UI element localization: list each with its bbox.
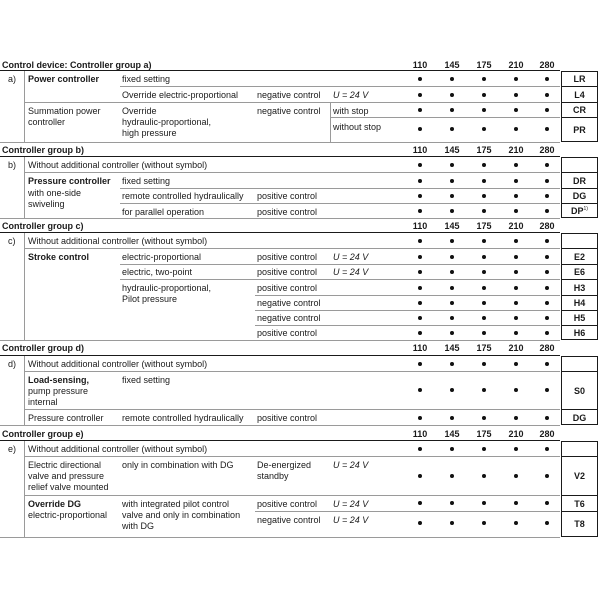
order-code-lr: LR xyxy=(573,74,586,84)
size-210-header: 210 xyxy=(508,221,524,231)
divider xyxy=(24,371,560,372)
available-dot-280 xyxy=(545,77,549,81)
divider xyxy=(561,117,598,118)
available-dot-210 xyxy=(514,474,518,478)
order-code-h4: H4 xyxy=(573,298,586,308)
available-dot-280 xyxy=(545,239,549,243)
available-dot-210 xyxy=(514,179,518,183)
hydraulic-proportional-label: hydraulic-proportional, xyxy=(122,283,212,293)
divider xyxy=(561,295,598,296)
positive-control-label: positive control xyxy=(257,252,318,262)
divider xyxy=(561,409,598,410)
negative-control-label: negative control xyxy=(257,298,321,308)
available-dot-175 xyxy=(482,301,486,305)
group-letter: e) xyxy=(8,444,17,454)
available-dot-145 xyxy=(450,286,454,290)
available-dot-280 xyxy=(545,331,549,335)
positive-control-label: positive control xyxy=(257,267,318,277)
combination-dg-label: only in combination with DG xyxy=(122,460,234,470)
group-d-header: Controller group d) xyxy=(2,343,84,353)
size-175-header: 175 xyxy=(476,343,492,353)
size-280-header: 280 xyxy=(539,221,555,231)
voltage-label: U = 24 V xyxy=(333,90,369,100)
voltage-label: U = 24 V xyxy=(333,267,369,277)
divider xyxy=(120,203,560,204)
group-letter: a) xyxy=(8,74,17,84)
available-dot-210 xyxy=(514,108,518,112)
available-dot-280 xyxy=(545,163,549,167)
divider xyxy=(24,356,25,425)
standby-label: standby xyxy=(257,471,289,481)
available-dot-175 xyxy=(482,108,486,112)
divider xyxy=(0,70,560,71)
available-dot-145 xyxy=(450,270,454,274)
available-dot-145 xyxy=(450,127,454,131)
available-dot-280 xyxy=(545,93,549,97)
available-dot-210 xyxy=(514,255,518,259)
pump-pressure-label: pump pressure xyxy=(28,386,89,396)
divider xyxy=(561,495,598,496)
size-210-header: 210 xyxy=(508,145,524,155)
parallel-operation-label: for parallel operation xyxy=(122,207,205,217)
available-dot-175 xyxy=(482,93,486,97)
positive-control-label: positive control xyxy=(257,283,318,293)
available-dot-280 xyxy=(545,255,549,259)
order-code-dp: DP$^{1)}$ xyxy=(571,206,588,216)
available-dot-110 xyxy=(418,77,422,81)
available-dot-145 xyxy=(450,77,454,81)
group-e-header: Controller group e) xyxy=(2,429,84,439)
available-dot-175 xyxy=(482,239,486,243)
available-dot-175 xyxy=(482,447,486,451)
available-dot-110 xyxy=(418,316,422,320)
available-dot-110 xyxy=(418,209,422,213)
fixed-setting-label: fixed setting xyxy=(122,176,171,186)
available-dot-210 xyxy=(514,521,518,525)
available-dot-110 xyxy=(418,501,422,505)
available-dot-210 xyxy=(514,77,518,81)
available-dot-145 xyxy=(450,388,454,392)
size-110-header: 110 xyxy=(412,221,428,231)
without-controller-label: Without additional controller (without symbol) xyxy=(28,444,208,454)
without-controller-label: Without additional controller (without symbol) xyxy=(28,359,208,369)
available-dot-280 xyxy=(545,474,549,478)
divider xyxy=(24,157,25,218)
available-dot-145 xyxy=(450,416,454,420)
positive-control-label: positive control xyxy=(257,499,318,509)
divider xyxy=(561,172,598,173)
divider xyxy=(24,172,560,173)
override-ep-label: Override electric-proportional xyxy=(122,90,239,100)
divider xyxy=(561,511,598,512)
group-b-header: Controller group b) xyxy=(2,145,84,155)
negative-control-label: negative control xyxy=(257,515,321,525)
available-dot-280 xyxy=(545,127,549,131)
divider xyxy=(0,425,560,426)
available-dot-145 xyxy=(450,163,454,167)
divider xyxy=(561,264,598,265)
directional-valve-label-2: valve and pressure xyxy=(28,471,105,481)
divider xyxy=(561,248,598,249)
available-dot-145 xyxy=(450,521,454,525)
available-dot-280 xyxy=(545,179,549,183)
available-dot-210 xyxy=(514,331,518,335)
divider xyxy=(24,248,560,249)
negative-control-label: negative control xyxy=(257,313,321,323)
without-controller-label: Without additional controller (without symbol) xyxy=(28,160,208,170)
divider xyxy=(120,86,560,87)
available-dot-145 xyxy=(450,209,454,213)
available-dot-210 xyxy=(514,301,518,305)
divider xyxy=(561,371,598,372)
size-110-header: 110 xyxy=(412,343,428,353)
positive-control-label: positive control xyxy=(257,328,318,338)
available-dot-280 xyxy=(545,447,549,451)
load-sensing-label: Load-sensing, xyxy=(28,375,90,385)
remote-hydraulic-label: remote controlled hydraulically xyxy=(122,413,244,423)
size-145-header: 145 xyxy=(444,429,460,439)
available-dot-210 xyxy=(514,209,518,213)
order-code-h3: H3 xyxy=(573,283,586,293)
available-dot-110 xyxy=(418,331,422,335)
size-175-header: 175 xyxy=(476,221,492,231)
available-dot-145 xyxy=(450,93,454,97)
divider xyxy=(0,218,560,219)
available-dot-175 xyxy=(482,388,486,392)
available-dot-175 xyxy=(482,521,486,525)
available-dot-110 xyxy=(418,416,422,420)
divider xyxy=(561,325,598,326)
size-145-header: 145 xyxy=(444,60,460,70)
negative-control-label: negative control xyxy=(257,90,321,100)
negative-control-label: negative control xyxy=(257,106,321,116)
pilot-pressure-label: Pilot pressure xyxy=(122,294,178,304)
size-145-header: 145 xyxy=(444,221,460,231)
available-dot-210 xyxy=(514,270,518,274)
without-stop-label: without stop xyxy=(333,122,382,132)
divider xyxy=(0,232,560,233)
size-110-header: 110 xyxy=(412,60,428,70)
divider xyxy=(24,102,560,103)
available-dot-280 xyxy=(545,270,549,274)
available-dot-145 xyxy=(450,194,454,198)
size-110-header: 110 xyxy=(412,429,428,439)
available-dot-280 xyxy=(545,362,549,366)
available-dot-110 xyxy=(418,362,422,366)
available-dot-210 xyxy=(514,416,518,420)
available-dot-280 xyxy=(545,301,549,305)
available-dot-145 xyxy=(450,255,454,259)
size-110-header: 110 xyxy=(412,145,428,155)
available-dot-210 xyxy=(514,286,518,290)
divider xyxy=(561,188,598,189)
group-letter: b) xyxy=(8,160,17,170)
available-dot-210 xyxy=(514,194,518,198)
voltage-label: U = 24 V xyxy=(333,252,369,262)
divider xyxy=(330,102,331,142)
stroke-control-label: Stroke control xyxy=(28,252,90,262)
size-210-header: 210 xyxy=(508,60,524,70)
available-dot-280 xyxy=(545,286,549,290)
available-dot-110 xyxy=(418,388,422,392)
summation-label-1: Summation power xyxy=(28,106,101,116)
size-175-header: 175 xyxy=(476,145,492,155)
available-dot-175 xyxy=(482,331,486,335)
power-controller-label: Power controller xyxy=(28,74,100,84)
available-dot-110 xyxy=(418,521,422,525)
divider xyxy=(561,456,598,457)
divider xyxy=(561,102,598,103)
fixed-setting-label: fixed setting xyxy=(122,74,171,84)
available-dot-280 xyxy=(545,388,549,392)
available-dot-175 xyxy=(482,416,486,420)
divider xyxy=(561,279,598,280)
divider xyxy=(0,440,560,441)
divider xyxy=(24,71,25,142)
order-code-t8: T8 xyxy=(574,519,585,529)
available-dot-110 xyxy=(418,286,422,290)
available-dot-175 xyxy=(482,474,486,478)
available-dot-210 xyxy=(514,127,518,131)
integrated-pilot-label-3: with DG xyxy=(122,521,155,531)
available-dot-110 xyxy=(418,93,422,97)
available-dot-210 xyxy=(514,93,518,97)
available-dot-110 xyxy=(418,474,422,478)
divider xyxy=(561,310,598,311)
order-code-h6: H6 xyxy=(573,328,586,338)
divider xyxy=(24,409,560,410)
available-dot-110 xyxy=(418,239,422,243)
override-hp-label-3: high pressure xyxy=(122,128,177,138)
fixed-setting-label: fixed setting xyxy=(122,375,171,385)
pressure-controller-label: Pressure controller xyxy=(28,176,111,186)
available-dot-145 xyxy=(450,301,454,305)
available-dot-110 xyxy=(418,255,422,259)
group-c-header: Controller group c) xyxy=(2,221,84,231)
available-dot-145 xyxy=(450,179,454,183)
order-code-pr: PR xyxy=(573,125,586,135)
available-dot-145 xyxy=(450,474,454,478)
voltage-label: U = 24 V xyxy=(333,515,369,525)
override-hp-label-2: hydraulic-proportional, xyxy=(122,117,212,127)
override-dg-label: Override DG xyxy=(28,499,82,509)
override-dg-sub-label: electric-proportional xyxy=(28,510,108,520)
group-letter: c) xyxy=(8,236,16,246)
available-dot-210 xyxy=(514,239,518,243)
available-dot-280 xyxy=(545,416,549,420)
override-hp-label-1: Override xyxy=(122,106,157,116)
order-code-dg: DG xyxy=(572,191,587,201)
available-dot-145 xyxy=(450,331,454,335)
available-dot-175 xyxy=(482,316,486,320)
voltage-label: U = 24 V xyxy=(333,499,369,509)
available-dot-110 xyxy=(418,179,422,183)
order-code-dr: DR xyxy=(573,176,586,186)
divider xyxy=(255,511,560,512)
group-letter: d) xyxy=(8,359,17,369)
available-dot-175 xyxy=(482,127,486,131)
available-dot-110 xyxy=(418,301,422,305)
available-dot-210 xyxy=(514,447,518,451)
size-280-header: 280 xyxy=(539,429,555,439)
internal-label: internal xyxy=(28,397,58,407)
available-dot-175 xyxy=(482,270,486,274)
positive-control-label: positive control xyxy=(257,413,318,423)
available-dot-210 xyxy=(514,163,518,167)
available-dot-175 xyxy=(482,255,486,259)
available-dot-145 xyxy=(450,362,454,366)
available-dot-110 xyxy=(418,127,422,131)
available-dot-145 xyxy=(450,316,454,320)
group-a-header: Control device: Controller group a) xyxy=(2,60,152,70)
divider xyxy=(255,310,560,311)
divider xyxy=(120,188,560,189)
divider xyxy=(255,325,560,326)
directional-valve-label-1: Electric directional xyxy=(28,460,102,470)
size-280-header: 280 xyxy=(539,60,555,70)
remote-hydraulic-label: remote controlled hydraulically xyxy=(122,191,244,201)
divider xyxy=(24,441,25,537)
positive-control-label: positive control xyxy=(257,207,318,217)
electric-proportional-label: electric-proportional xyxy=(122,252,202,262)
available-dot-110 xyxy=(418,108,422,112)
divider xyxy=(0,355,560,356)
available-dot-110 xyxy=(418,163,422,167)
divider xyxy=(0,142,560,143)
divider xyxy=(561,86,598,87)
available-dot-210 xyxy=(514,316,518,320)
available-dot-175 xyxy=(482,194,486,198)
available-dot-210 xyxy=(514,362,518,366)
available-dot-175 xyxy=(482,209,486,213)
divider xyxy=(120,264,560,265)
available-dot-175 xyxy=(482,163,486,167)
summation-label-2: controller xyxy=(28,117,66,127)
size-210-header: 210 xyxy=(508,429,524,439)
available-dot-280 xyxy=(545,108,549,112)
available-dot-280 xyxy=(545,521,549,525)
integrated-pilot-label-2: valve and only in combination xyxy=(122,510,241,520)
available-dot-145 xyxy=(450,447,454,451)
available-dot-175 xyxy=(482,286,486,290)
size-210-header: 210 xyxy=(508,343,524,353)
size-280-header: 280 xyxy=(539,343,555,353)
with-stop-label: with stop xyxy=(333,106,369,116)
divider xyxy=(255,295,560,296)
order-code-dg: DG xyxy=(572,413,587,423)
order-code-h5: H5 xyxy=(573,313,586,323)
available-dot-280 xyxy=(545,316,549,320)
available-dot-280 xyxy=(545,501,549,505)
available-dot-145 xyxy=(450,239,454,243)
integrated-pilot-label-1: with integrated pilot control xyxy=(122,499,230,509)
pressure-controller-label: Pressure controller xyxy=(28,413,104,423)
size-145-header: 145 xyxy=(444,343,460,353)
available-dot-210 xyxy=(514,501,518,505)
divider xyxy=(24,495,560,496)
size-145-header: 145 xyxy=(444,145,460,155)
available-dot-175 xyxy=(482,501,486,505)
order-code-cr: CR xyxy=(573,105,586,115)
order-code-e2: E2 xyxy=(573,252,585,262)
order-code-s0: S0 xyxy=(573,386,585,396)
available-dot-175 xyxy=(482,179,486,183)
available-dot-145 xyxy=(450,108,454,112)
available-dot-175 xyxy=(482,77,486,81)
divider xyxy=(120,279,560,280)
divider xyxy=(0,537,560,538)
available-dot-175 xyxy=(482,362,486,366)
swiveling-label: swiveling xyxy=(28,199,65,209)
divider xyxy=(0,156,560,157)
available-dot-210 xyxy=(514,388,518,392)
available-dot-110 xyxy=(418,194,422,198)
size-175-header: 175 xyxy=(476,429,492,439)
available-dot-110 xyxy=(418,447,422,451)
divider xyxy=(330,117,560,118)
positive-control-label: positive control xyxy=(257,191,318,201)
divider xyxy=(24,233,25,340)
without-controller-label: Without additional controller (without symbol) xyxy=(28,236,208,246)
order-code-v2: V2 xyxy=(573,471,585,481)
available-dot-145 xyxy=(450,501,454,505)
order-code-e6: E6 xyxy=(573,267,585,277)
divider xyxy=(561,203,598,204)
size-280-header: 280 xyxy=(539,145,555,155)
available-dot-280 xyxy=(545,194,549,198)
available-dot-280 xyxy=(545,209,549,213)
divider xyxy=(0,340,560,341)
directional-valve-label-3: relief valve mounted xyxy=(28,482,109,492)
order-code-l4: L4 xyxy=(574,90,585,100)
two-point-label: electric, two-point xyxy=(122,267,193,277)
de-energized-label: De-energized xyxy=(257,460,312,470)
available-dot-110 xyxy=(418,270,422,274)
voltage-label: U = 24 V xyxy=(333,460,369,470)
order-code-t6: T6 xyxy=(574,499,585,509)
one-side-label: with one-side xyxy=(28,188,82,198)
size-175-header: 175 xyxy=(476,60,492,70)
divider xyxy=(24,456,560,457)
